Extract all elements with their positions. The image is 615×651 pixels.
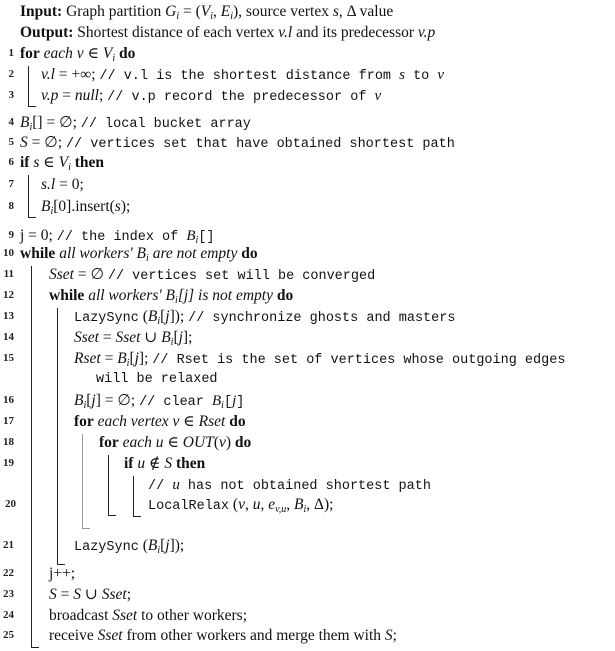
line-number: 20 xyxy=(5,498,16,510)
algorithm-line-4: $B_i[]$ = ∅; // local bucket array xyxy=(20,114,251,133)
algorithm-line-18: for each u ∈ OUT(v) do xyxy=(99,434,252,451)
algorithm-line-6: if s ∈ $V_i$ then xyxy=(20,154,105,173)
algorithm-line-21: LazySync $(B_i[j])$; xyxy=(74,537,185,556)
indent-guide xyxy=(28,66,29,106)
algorithm-input xyxy=(20,3,393,21)
indent-guide-end xyxy=(82,528,90,529)
line-number: 6 xyxy=(8,156,14,168)
indent-guide-end xyxy=(108,515,116,516)
indent-guide-end xyxy=(28,217,36,218)
algorithm-line-16: $B_i[j]$ = ∅; // clear $B_i[j]$ xyxy=(74,392,245,411)
algorithm-line-24: broadcast Sset to other workers; xyxy=(49,607,247,624)
indent-guide-end xyxy=(133,516,141,517)
algorithm-line-19: if u ∉ S then xyxy=(124,455,206,472)
algorithm-line-8: $B_i[0].insert(s)$; xyxy=(41,198,131,217)
algorithm-line-22: j++; xyxy=(49,565,76,582)
algorithm-line-15-cont: will be relaxed xyxy=(96,372,218,387)
line-number: 15 xyxy=(3,352,14,364)
algorithm-line-2: v.l = +∞; // v.l is the shortest distance from s to v xyxy=(41,66,445,84)
line-number: 4 xyxy=(8,116,14,128)
indent-guide xyxy=(82,434,83,528)
algorithm-line-19-comment: // u has not obtained shortest path xyxy=(148,477,431,494)
algorithm-line-9: j = 0; // the index of $B_i[]$ xyxy=(20,227,215,246)
indent-guide-end xyxy=(31,647,39,648)
line-number: 16 xyxy=(3,394,14,406)
line-number: 3 xyxy=(8,89,14,101)
input-text: Graph partition $G_i = (V_i$, $E_i$), source vertex s, Δ value xyxy=(66,3,394,22)
line-number: 21 xyxy=(3,539,14,551)
algorithm-line-11: Sset = ∅ // vertices set will be converged xyxy=(49,266,376,284)
line-number: 13 xyxy=(3,310,14,322)
output-text: Shortest distance of each vertex v.l and its predecessor v.p xyxy=(77,24,436,41)
algorithm-line-5: S = ∅; // vertices set that have obtained shortest path xyxy=(20,134,455,152)
algorithm-line-3: v.p = null; // v.p record the predecessor of v xyxy=(41,87,382,105)
algorithm-line-23: S = S ∪ Sset; xyxy=(49,586,132,603)
line-number: 1 xyxy=(8,47,14,59)
line-number: 8 xyxy=(8,200,14,212)
algorithm-line-1: for each v ∈ $V_i$ do xyxy=(20,45,136,64)
line-number: 12 xyxy=(3,289,14,301)
line-number: 24 xyxy=(3,609,14,621)
algorithm-line-17: for each vertex v ∈ Rset do xyxy=(74,413,246,430)
line-number: 25 xyxy=(3,629,14,641)
line-number: 10 xyxy=(3,247,14,259)
line-number: 7 xyxy=(8,178,14,190)
algorithm-line-15: Rset = $B_i[j]$; // Rset is the set of vertices whose outgoing edges xyxy=(74,350,566,369)
line-number: 9 xyxy=(8,229,14,241)
algorithm-line-12: while all workers' $B_i[j]$ is not empty do xyxy=(49,287,294,306)
line-number: 19 xyxy=(3,457,14,469)
indent-guide-end xyxy=(28,106,36,107)
algorithm-line-25: receive Sset from other workers and merge them with S; xyxy=(49,627,397,644)
line-number: 23 xyxy=(3,588,14,600)
indent-guide xyxy=(108,455,109,515)
input-label: Input: xyxy=(20,3,63,20)
indent-guide xyxy=(31,266,32,647)
algorithm-output xyxy=(20,24,435,42)
algorithm-line-7: s.l = 0; xyxy=(41,176,84,193)
indent-guide xyxy=(28,175,29,217)
indent-guide xyxy=(133,476,134,516)
line-number: 5 xyxy=(8,136,14,148)
line-number: 14 xyxy=(3,331,14,343)
output-label: Output: xyxy=(20,24,74,41)
line-number: 11 xyxy=(3,268,14,280)
algorithm-line-10: while all workers' $B_i$ are not empty do xyxy=(20,245,258,264)
line-number: 18 xyxy=(3,436,14,448)
indent-guide xyxy=(57,308,58,564)
line-number: 2 xyxy=(8,68,14,80)
line-number: 17 xyxy=(3,415,14,427)
algorithm-line-20: LocalRelax (v, u, $e_{v,u}$, $B_i$, Δ); xyxy=(148,496,334,515)
algorithm-line-13: LazySync $(B_i[j])$; // synchronize ghosts and masters xyxy=(74,308,456,327)
algorithm-line-14: Sset = Sset ∪ $B_i[j]$; xyxy=(74,329,193,348)
line-number: 22 xyxy=(3,567,14,579)
